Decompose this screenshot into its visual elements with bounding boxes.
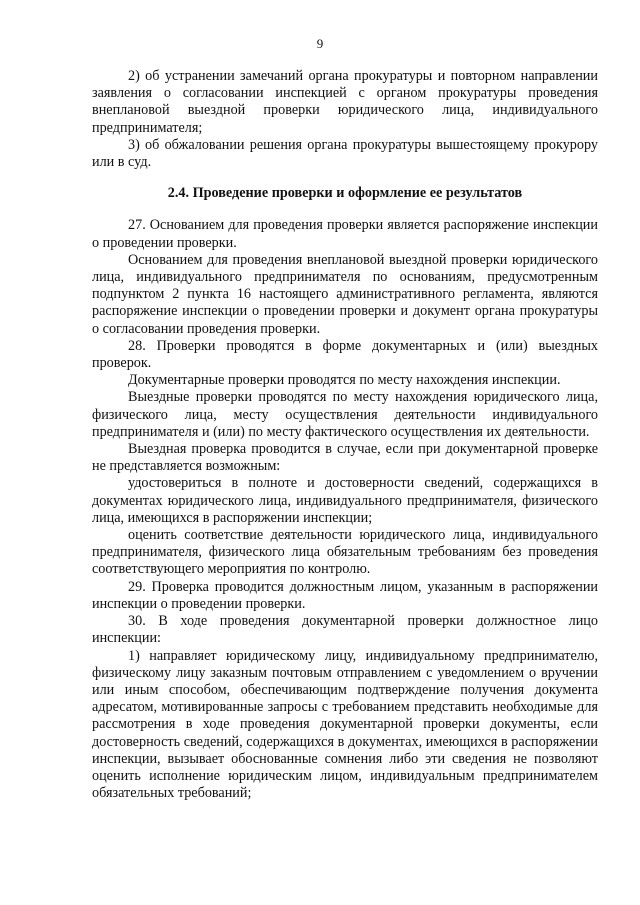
- paragraph: удостовериться в полноте и достоверности сведений, содержащихся в документах юридического лица, индивидуального предпринимателя, физического лица, имеющихся в распоряжении инспекции;: [92, 475, 598, 526]
- paragraph: 1) направляет юридическому лицу, индивидуальному предпринимателю, физическому лицу заказным почтовым отправлением с уведомлением о вручении или иным способом, обеспечивающим подтверждение получения документа адресатом, мотивированные запросы с требованием представить необходимые для рассмотрения в ходе проведения документарной проверки документы, если достоверность сведений, содержащихся в документах, имеющихся в распоряжении инспекции, вызывает обоснованные сомнения либо эти сведения не позволяют оценить исполнение юридическим лицом, индивидуальным предпринимателем обязательных требований;: [92, 647, 598, 802]
- paragraph: Выездная проверка проводится в случае, если при документарной проверке не представляется возможным:: [92, 441, 598, 475]
- paragraph: Основанием для проведения внеплановой выездной проверки юридического лица, индивидуального предпринимателя по основаниям, предусмотренным подпунктом 2 пункта 16 настоящего административного регламента, являются распоряжение инспекции о проведении проверки и документ органа прокуратуры о согласовании проведения проверки.: [92, 251, 598, 337]
- paragraph: 29. Проверка проводится должностным лицом, указанным в распоряжении инспекции о проведении проверки.: [92, 578, 598, 612]
- paragraph: 3) об обжаловании решения органа прокуратуры вышестоящему прокурору или в суд.: [92, 136, 598, 171]
- paragraph: 27. Основанием для проведения проверки является распоряжение инспекции о проведении проверки.: [92, 217, 598, 251]
- section-heading: 2.4. Проведение проверки и оформление ее результатов: [167, 185, 523, 202]
- paragraph: 2) об устранении замечаний органа прокуратуры и повторном направлении заявления о согласовании инспекцией с органом прокуратуры проведения внеплановой выездной проверки юридического лица, индивидуального предпринимателя;: [92, 68, 598, 136]
- paragraph: 28. Проверки проводятся в форме документарных и (или) выездных проверок.: [92, 337, 598, 372]
- paragraph: Выездные проверки проводятся по месту нахождения юридического лица, физического лица, месту осуществления деятельности индивидуального предпринимателя и (или) по месту фактического осуществления их деятельности.: [92, 389, 598, 440]
- paragraph: 30. В ходе проведения документарной проверки должностное лицо инспекции:: [92, 613, 598, 647]
- document-body: [92, 68, 598, 802]
- paragraph: Документарные проверки проводятся по месту нахождения инспекции.: [128, 372, 561, 389]
- page-number: 9: [316, 36, 324, 51]
- paragraph: оценить соответствие деятельности юридического лица, индивидуального предпринимателя, физического лица обязательным требованиям без проведения соответствующего мероприятия по контролю.: [92, 527, 598, 578]
